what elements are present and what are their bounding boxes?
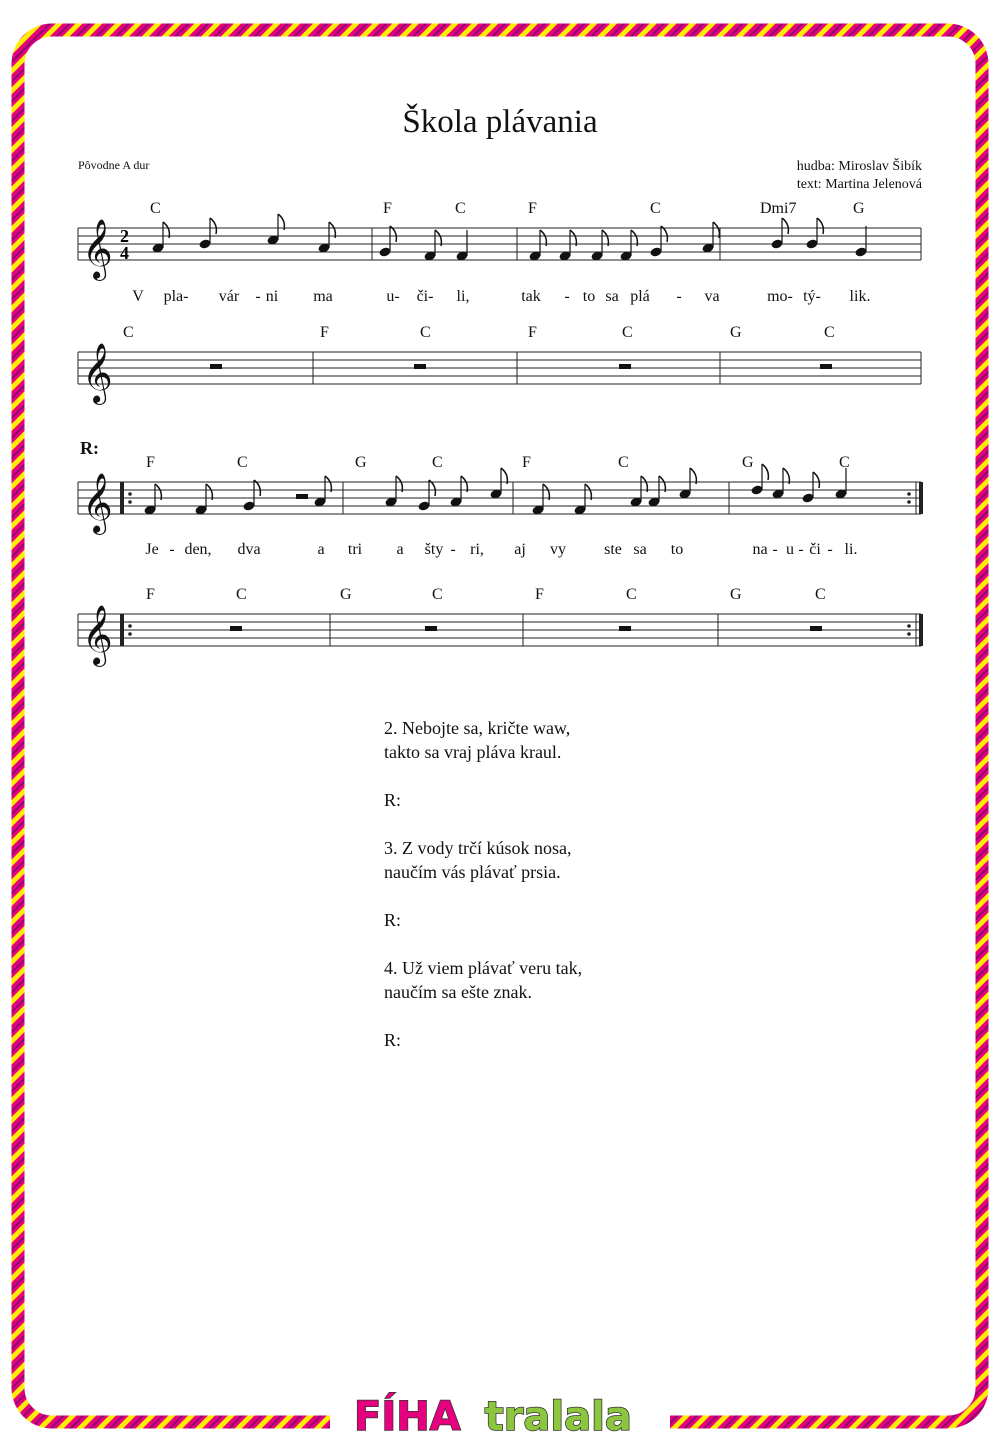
lyric-syllable: dva <box>237 541 261 558</box>
verse-line: 2. Nebojte sa, kričte waw, <box>384 718 571 738</box>
verse-line: R: <box>384 790 402 810</box>
lyric-syllable: Je <box>145 541 159 558</box>
whole-rest <box>810 626 822 631</box>
verse-line: 4. Už viem plávať veru tak, <box>384 958 583 978</box>
note-flag <box>762 464 768 480</box>
lyric-syllable: to <box>582 288 596 305</box>
verses-block <box>384 716 582 1076</box>
lyric-syllable: a <box>396 541 404 558</box>
lyric-syllable: sa <box>633 541 647 558</box>
lyric-syllable: lik. <box>849 288 871 305</box>
whole-rest <box>414 364 426 369</box>
music-credit: hudba: Miroslav Šibík <box>796 159 922 174</box>
chord-symbol: C <box>622 324 633 341</box>
verse-line: 3. Z vody trčí kúsok nosa, <box>384 838 572 858</box>
lyric-syllable: mo- <box>767 288 793 305</box>
whole-rest <box>230 626 242 631</box>
chord-symbol: G <box>742 454 754 471</box>
repeat-dot <box>907 492 911 496</box>
svg-text:FÍHA tralala <box>354 1392 632 1440</box>
chord-symbol: F <box>528 324 537 341</box>
lyric-syllable: u <box>786 541 794 558</box>
chord-symbol: C <box>237 454 248 471</box>
lyric-syllable: V <box>132 288 144 305</box>
treble-clef: 𝄞 <box>82 219 113 279</box>
repeat-dot <box>907 500 911 504</box>
song-title: Škola plávania <box>402 104 598 140</box>
whole-rest <box>296 494 308 499</box>
lyric-syllable: vy <box>550 541 566 558</box>
lyric-syllable: ma <box>313 288 333 305</box>
chord-symbol: F <box>320 324 329 341</box>
time-signature-top: 2 <box>120 226 129 246</box>
note-flag <box>817 218 823 234</box>
lyric-syllable: vár <box>218 288 240 305</box>
verse <box>384 836 582 884</box>
refrain-marker: R: <box>80 438 99 458</box>
chord-symbol: C <box>618 454 629 471</box>
chord-symbol: C <box>150 200 161 217</box>
lyric-syllable: či <box>809 541 821 558</box>
lyric-syllable: den, <box>184 541 212 558</box>
chord-symbol: C <box>839 454 850 471</box>
chord-symbol: G <box>730 586 742 603</box>
repeat-dot <box>907 632 911 636</box>
note-flag <box>210 218 216 234</box>
chord-symbol: C <box>123 324 134 341</box>
chord-symbol: C <box>815 586 826 603</box>
lyric-syllable: - <box>772 541 778 558</box>
lyric-syllable: - <box>798 541 804 558</box>
note-flag <box>813 472 819 488</box>
verse <box>384 716 582 764</box>
verse-line: R: <box>384 910 402 930</box>
chord-symbol: C <box>626 586 637 603</box>
lyric-syllable: ste <box>604 541 622 558</box>
lyric-syllable: na <box>752 541 768 558</box>
chord-symbol: Dmi7 <box>760 200 797 217</box>
chord-symbol: C <box>650 200 661 217</box>
lyrics-credit: text: Martina Jelenová <box>796 177 922 192</box>
whole-rest <box>619 364 631 369</box>
treble-clef: 𝄞 <box>82 343 113 403</box>
original-key-note: Pôvodne A dur <box>78 158 150 172</box>
verse-line: naučím sa ešte znak. <box>384 982 532 1002</box>
lyric-syllable: či- <box>416 288 434 305</box>
lyric-syllable: u- <box>386 288 400 305</box>
lyric-syllable: ni <box>265 288 279 305</box>
lyric-syllable: ri, <box>470 541 484 558</box>
chord-symbol: G <box>355 454 367 471</box>
repeat-dot <box>907 624 911 628</box>
verse <box>384 956 582 1004</box>
lyric-syllable: pla- <box>163 288 189 305</box>
lyric-syllable: li, <box>456 288 470 305</box>
whole-rest <box>425 626 437 631</box>
time-signature-bottom: 4 <box>120 243 129 263</box>
repeat-dot <box>128 500 132 504</box>
lyric-syllable: šty <box>424 541 444 558</box>
lyric-syllable: - <box>564 288 570 305</box>
chord-symbol: G <box>853 200 865 217</box>
lyric-syllable: plá <box>630 288 650 305</box>
chord-symbol: C <box>432 454 443 471</box>
repeat-dot <box>128 632 132 636</box>
whole-rest <box>210 364 222 369</box>
chord-symbol: G <box>340 586 352 603</box>
lyric-syllable: to <box>670 541 684 558</box>
lyric-syllable: tak <box>521 288 541 305</box>
lyric-syllable: - <box>450 541 456 558</box>
logo-word-tralala: tralala <box>484 1394 632 1440</box>
lyric-syllable: va <box>704 288 720 305</box>
verse-line: R: <box>384 1030 402 1050</box>
treble-clef: 𝄞 <box>82 473 113 533</box>
chord-symbol: C <box>432 586 443 603</box>
chord-symbol: C <box>455 200 466 217</box>
chord-symbol: F <box>146 454 155 471</box>
chord-symbol: F <box>522 454 531 471</box>
verse-line: naučím vás plávať prsia. <box>384 862 561 882</box>
note-flag <box>782 218 788 234</box>
chord-symbol: C <box>236 586 247 603</box>
verse <box>384 788 582 812</box>
lyric-syllable: a <box>317 541 325 558</box>
lyric-syllable: - <box>169 541 175 558</box>
chord-symbol: F <box>146 586 155 603</box>
chord-symbol: C <box>420 324 431 341</box>
lyric-syllable: - <box>676 288 682 305</box>
chord-symbol: F <box>535 586 544 603</box>
fiha-tralala-logo <box>350 1386 650 1442</box>
verse <box>384 1028 582 1052</box>
lyric-syllable: aj <box>514 541 526 558</box>
verse-line: takto sa vraj pláva kraul. <box>384 742 562 762</box>
repeat-dot <box>128 624 132 628</box>
repeat-dot <box>128 492 132 496</box>
treble-clef: 𝄞 <box>82 605 113 665</box>
lyric-syllable: tri <box>347 541 363 558</box>
lyric-syllable: - <box>255 288 261 305</box>
lyric-syllable: li. <box>844 541 858 558</box>
chord-symbol: G <box>730 324 742 341</box>
whole-rest <box>820 364 832 369</box>
lyric-syllable: sa <box>605 288 619 305</box>
verse <box>384 908 582 932</box>
chord-symbol: F <box>383 200 392 217</box>
whole-rest <box>619 626 631 631</box>
chord-symbol: C <box>824 324 835 341</box>
lyric-syllable: tý- <box>803 288 821 305</box>
chord-symbol: F <box>528 200 537 217</box>
logo-word-fiha: FÍHA <box>354 1394 461 1440</box>
lyric-syllable: - <box>827 541 833 558</box>
